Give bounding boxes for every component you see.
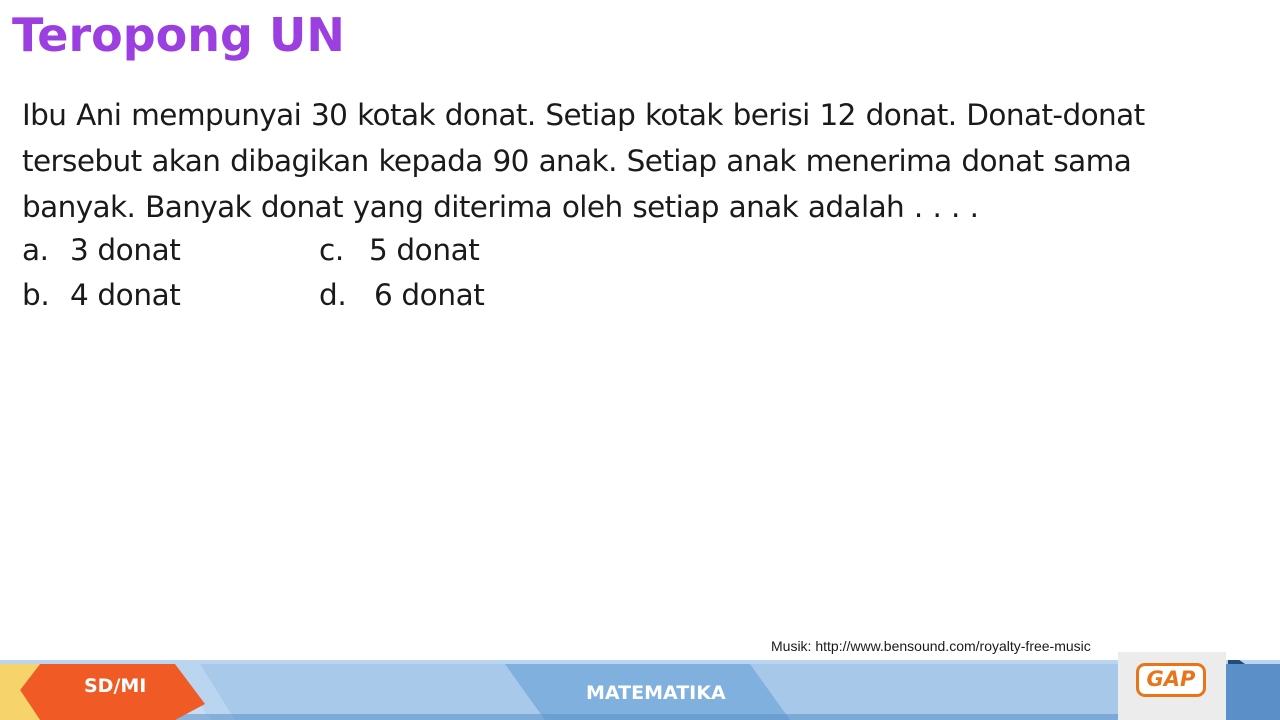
question-text: Ibu Ani mempunyai 30 kotak donat. Setiap kotak berisi 12 donat. Donat-donat tersebut akan dibagikan kepada 90 anak. Setiap anak menerima donat sama banyak. Banyak donat yang diterima oleh setiap anak adalah . . . . [22,98,1145,224]
music-credit: Musik: http://www.bensound.com/royalty-free-music [771,638,1091,654]
option-d-text: 6 donat [374,278,485,312]
option-a-text: 3 donat [70,233,181,267]
option-c-text: 5 donat [369,233,480,267]
subject-label: MATEMATIKA [586,682,726,704]
option-b-letter: b. [22,278,50,312]
option-a-letter: a. [22,233,49,267]
option-b-text: 4 donat [70,278,181,312]
option-c [319,227,479,273]
gap-logo: GAP [1136,663,1206,697]
option-c-letter: c. [319,233,344,267]
option-b [22,272,180,318]
option-d-letter: d. [319,278,347,312]
school-level-label: SD/MI [84,675,147,697]
option-a [22,227,180,273]
option-d [319,272,484,318]
slide-title: Teropong UN [12,8,345,62]
